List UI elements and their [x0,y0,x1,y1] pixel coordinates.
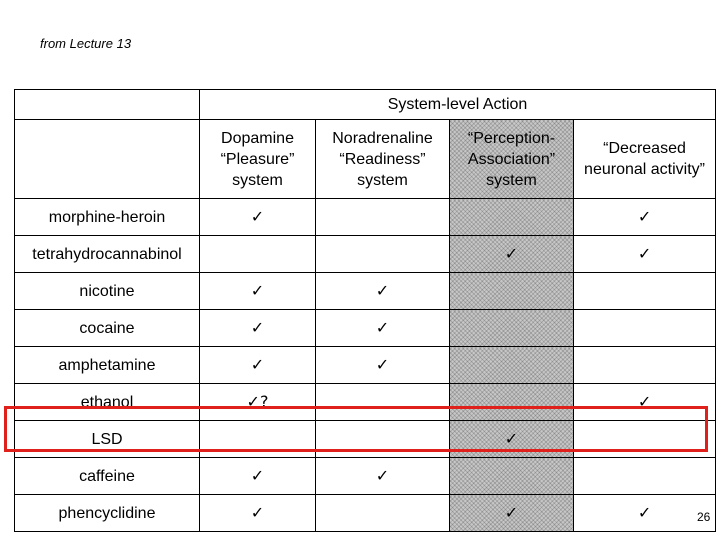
cell-lsd-dopamine [200,421,316,458]
table-row [15,421,716,458]
drug-name: amphetamine [15,347,200,384]
checkmark-icon: ✓ [375,466,390,485]
checkmark-icon: ✓ [250,466,265,485]
drug-name: caffeine [15,458,200,495]
cell-amphetamine-perception [450,347,574,384]
checkmark-icon: ✓ [637,207,652,226]
column-header-decreased-activity: “Decreased neuronal activity” [574,120,716,199]
table-row [15,384,716,421]
drug-name: cocaine [15,310,200,347]
checkmark-icon: ✓ [375,281,390,300]
table-row [15,273,716,310]
cell-morphine-heroin-decreased [574,199,716,236]
checkmark-icon: ✓? [246,392,269,411]
cell-ethanol-noradrenaline [316,384,450,421]
drug-action-table [14,89,716,532]
cell-phencyclidine-decreased [574,495,716,532]
checkmark-icon: ✓ [250,318,265,337]
table-row [15,199,716,236]
table-row [15,310,716,347]
cell-nicotine-decreased [574,273,716,310]
cell-phencyclidine-perception [450,495,574,532]
checkmark-icon: ✓ [250,281,265,300]
checkmark-icon: ✓ [250,503,265,522]
cell-amphetamine-noradrenaline [316,347,450,384]
drug-header-cell [15,120,200,199]
drug-name: nicotine [15,273,200,310]
checkmark-icon: ✓ [637,244,652,263]
table-row [15,236,716,273]
cell-nicotine-perception [450,273,574,310]
cell-morphine-heroin-noradrenaline [316,199,450,236]
checkmark-icon: ✓ [637,392,652,411]
cell-morphine-heroin-perception [450,199,574,236]
cell-lsd-perception [450,421,574,458]
cell-thc-perception [450,236,574,273]
cell-lsd-decreased [574,421,716,458]
corner-cell [15,90,200,120]
cell-caffeine-decreased [574,458,716,495]
cell-ethanol-decreased [574,384,716,421]
cell-phencyclidine-dopamine [200,495,316,532]
cell-thc-noradrenaline [316,236,450,273]
cell-cocaine-dopamine [200,310,316,347]
checkmark-icon: ✓ [375,318,390,337]
checkmark-icon: ✓ [637,503,652,522]
drug-name: tetrahydrocannabinol [15,236,200,273]
drug-name: morphine-heroin [15,199,200,236]
table-row [15,458,716,495]
checkmark-icon: ✓ [375,355,390,374]
drug-name: ethanol [15,384,200,421]
cell-cocaine-perception [450,310,574,347]
cell-cocaine-decreased [574,310,716,347]
column-header-dopamine: Dopamine “Pleasure” system [200,120,316,199]
page-number: 26 [697,510,711,524]
cell-thc-decreased [574,236,716,273]
cell-caffeine-perception [450,458,574,495]
checkmark-icon: ✓ [250,207,265,226]
table-row [15,495,716,532]
cell-caffeine-dopamine [200,458,316,495]
super-header: System-level Action [200,90,716,120]
table-row [15,347,716,384]
column-header-perception-association: “Perception-Association” system [450,120,574,199]
cell-thc-dopamine [200,236,316,273]
drug-name: LSD [15,421,200,458]
cell-caffeine-noradrenaline [316,458,450,495]
cell-ethanol-dopamine [200,384,316,421]
column-header-noradrenaline: Noradrenaline “Readiness” system [316,120,450,199]
lecture-note: from Lecture 13 [40,36,132,51]
cell-morphine-heroin-dopamine [200,199,316,236]
cell-nicotine-dopamine [200,273,316,310]
checkmark-icon: ✓ [504,503,519,522]
cell-ethanol-perception [450,384,574,421]
cell-lsd-noradrenaline [316,421,450,458]
cell-amphetamine-decreased [574,347,716,384]
checkmark-icon: ✓ [504,429,519,448]
checkmark-icon: ✓ [250,355,265,374]
checkmark-icon: ✓ [504,244,519,263]
drug-name: phencyclidine [15,495,200,532]
cell-amphetamine-dopamine [200,347,316,384]
cell-phencyclidine-noradrenaline [316,495,450,532]
cell-nicotine-noradrenaline [316,273,450,310]
cell-cocaine-noradrenaline [316,310,450,347]
